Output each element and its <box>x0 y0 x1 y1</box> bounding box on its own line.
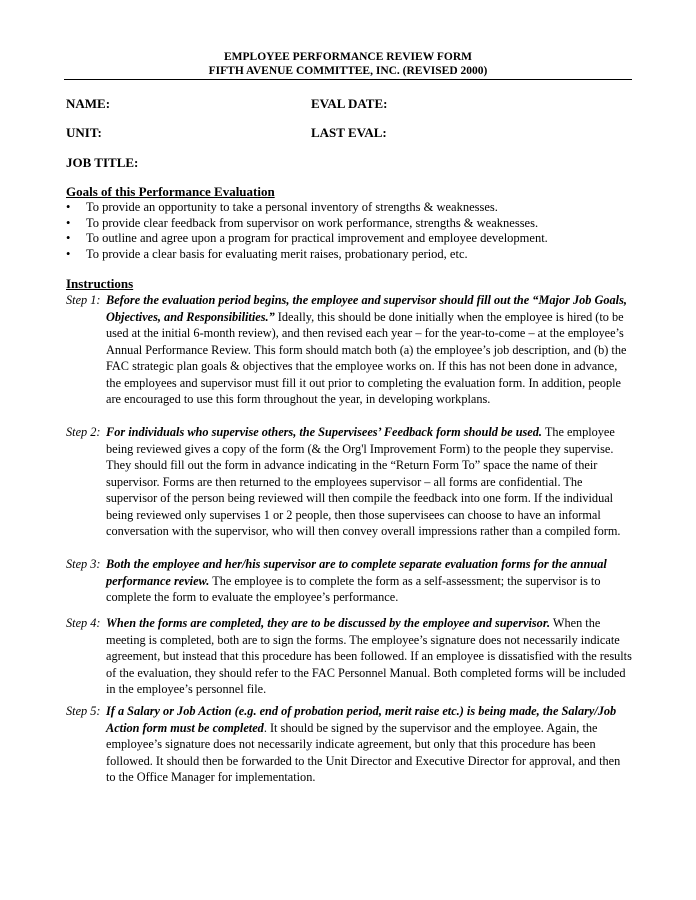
step-body: When the meeting is completed, both are to sign the forms. The employee’s signature does not necessarily indicate agreement, but instead that this procedure has been followed. If an employee is dissatisfied with the results of the evaluation, they should refer to the FAC Personnel Manual. Both completed forms will be included in the employee’s personnel file. <box>106 616 632 696</box>
organization-subtitle: FIFTH AVENUE COMMITTEE, INC. (REVISED 2000) <box>208 65 488 77</box>
step-1 <box>66 292 632 408</box>
step-2 <box>66 424 632 540</box>
step-label: Step 1: <box>66 293 101 307</box>
step-label: Step 3: <box>66 557 101 571</box>
form-title: EMPLOYEE PERFORMANCE REVIEW FORM <box>224 51 472 63</box>
goal-item: • To provide a clear basis for evaluating merit raises, probationary period, etc. <box>66 247 626 263</box>
name-label: NAME: <box>66 96 111 111</box>
eval-date-label: EVAL DATE: <box>311 96 388 111</box>
step-label: Step 2: <box>66 425 101 439</box>
goals-list <box>66 200 626 262</box>
goal-item: • To provide an opportunity to take a personal inventory of strengths & weaknesses. <box>66 200 626 216</box>
step-body: The employee is to complete the form as a self-assessment; the supervisor is to complete the form to evaluate the employee’s performance. <box>106 573 601 604</box>
step-label: Step 4: <box>66 616 101 630</box>
step-4 <box>66 615 632 698</box>
job-title-label: JOB TITLE: <box>66 155 139 170</box>
instructions-heading: Instructions <box>66 276 134 291</box>
step-lead: If a Salary or Job Action (e.g. end of probation period, merit raise etc.) is being made, the Salary/Job Action form must be completed <box>106 704 617 735</box>
step-5 <box>66 703 632 786</box>
goal-item: • To provide clear feedback from supervisor on work performance, strengths & weaknesses. <box>66 216 626 232</box>
goals-heading: Goals of this Performance Evaluation <box>66 184 275 199</box>
step-lead: Before the evaluation period begins, the employee and supervisor should fill out the “Major Job Goals, Objectives, and Responsibilities.” <box>106 293 627 324</box>
step-lead: When the forms are completed, they are to be discussed by the employee and supervisor. <box>106 616 551 630</box>
unit-label: UNIT: <box>66 125 102 140</box>
step-lead: Both the employee and her/his supervisor are to complete separate evaluation forms for the annual performance review. <box>106 557 607 588</box>
goal-item: • To outline and agree upon a program for practical improvement and employee development. <box>66 231 626 247</box>
header-divider <box>64 79 632 80</box>
step-label: Step 5: <box>66 704 101 718</box>
last-eval-label: LAST EVAL: <box>311 125 387 140</box>
step-body: The employee being reviewed gives a copy of the form (& the Org'l Improvement Form) to the people they supervise. They should fill out the form in advance indicating in the “Return Form To” space the name of their supervisor. Forms are then returned to the employees supervisor – all forms are confidential. The supervisor of the person being reviewed will then compile the feedback into one form. If the individual being reviewed only supervises 1 or 2 people, then those supervisees can choose to have an informal conversation with the supervisor, who will then convey overall impressions rather than a compiled form. <box>106 425 621 538</box>
step-body: . It should be signed by the supervisor and the employee. Again, the employee’s signature does not necessarily indicate agreement, but only that this procedure has been followed. It should then be forwarded to the Unit Director and Executive Director for approval, and then to the Office Manager for implementation. <box>106 720 621 784</box>
step-lead: For individuals who supervise others, the Supervisees’ Feedback form should be used. <box>106 425 542 439</box>
step-3 <box>66 556 632 606</box>
step-body: Ideally, this should be done initially when the employee is hired (to be used at the initial 6-month review), and then revised each year – for the year-to-come – at the employee’s Annual Performance Review. This form should match both (a) the employee’s job description, and (b) the FAC strategic plan goals & objectives that the employee works on. If this has not been done in advance, the employees and supervisor must fill it out prior to completing the evaluation form. In addition, people are encouraged to use this form throughout the year, in developing workplans. <box>106 309 627 406</box>
